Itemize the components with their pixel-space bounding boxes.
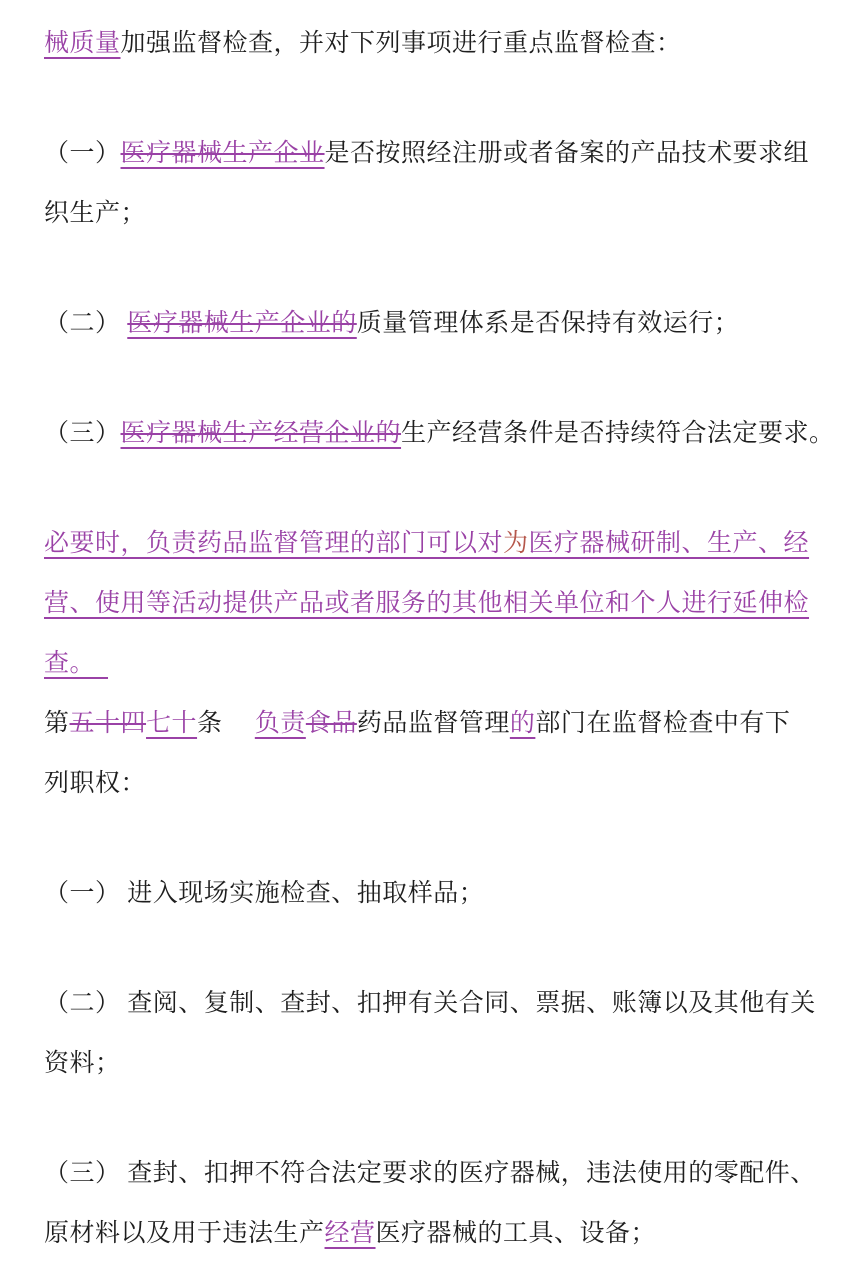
- text-run: 药品监督管理: [356, 710, 510, 737]
- text-run: 质量管理体系是否保持有效运行；: [356, 310, 740, 337]
- inserted-text: 械质量: [44, 30, 121, 57]
- text-run: （三） 查封、扣押不符合法定要求的医疗器械，违法使用的零配件、: [44, 1160, 816, 1187]
- inspection-item-2: [44, 294, 835, 354]
- clause-continuation: [44, 14, 835, 74]
- power-item-3: [44, 1144, 835, 1264]
- text-run: 织生产；: [44, 200, 147, 227]
- inserted-text: 查。: [44, 650, 109, 677]
- text-run: 生产经营条件是否持续符合法定要求。: [401, 420, 835, 447]
- inserted-text: 经营: [324, 1220, 376, 1247]
- inserted-text: 营、使用等活动提供产品或者服务的其他相关单位和个人进行延伸检: [44, 590, 810, 617]
- deleted-underlined-text: 医疗器械生产经营企业的: [120, 420, 402, 447]
- inserted-text: 医疗器械研制、生产、经: [528, 530, 810, 557]
- text-run: （一） 进入现场实施检查、抽取样品；: [44, 880, 485, 907]
- power-item-1: [44, 864, 835, 924]
- text-run: 部门在监督检查中有下: [535, 710, 791, 737]
- deleted-text: 五十四: [69, 710, 147, 737]
- inspection-item-1: [44, 124, 835, 244]
- text-run: 资料；: [44, 1050, 121, 1077]
- inserted-text-alt-author: 为: [503, 530, 529, 557]
- text-run: 是否按照经注册或者备案的产品技术要求组: [324, 140, 810, 167]
- inserted-text: 的: [509, 710, 536, 737]
- text-run: 加强监督检查，并对下列事项进行重点监督检查：: [120, 30, 682, 57]
- text-run: 第: [44, 710, 70, 737]
- inserted-text: 七十: [146, 710, 198, 737]
- text-run: 医疗器械的工具、设备；: [375, 1220, 657, 1247]
- deleted-text: 食品: [305, 710, 357, 737]
- inserted-text: 必要时，负责药品监督管理的部门可以对: [44, 530, 504, 557]
- power-item-2: [44, 974, 835, 1094]
- deleted-underlined-text: 医疗器械生产企业的: [127, 310, 357, 337]
- article-70-heading: [44, 694, 835, 814]
- inserted-text: 负责: [254, 710, 306, 737]
- text-run: （二） 查阅、复制、查封、扣押有关合同、票据、账簿以及其他有关: [44, 990, 816, 1017]
- text-run: 条: [197, 710, 255, 737]
- text-run: （二）: [44, 310, 128, 337]
- inspection-item-3: [44, 404, 835, 464]
- text-run: （三）: [44, 420, 121, 447]
- text-run: （一）: [44, 140, 121, 167]
- text-run: 列职权：: [44, 770, 147, 797]
- text-run: 原材料以及用于违法生产: [44, 1220, 325, 1247]
- inserted-extension-clause: [44, 514, 835, 694]
- deleted-underlined-text: 医疗器械生产企业: [120, 140, 325, 167]
